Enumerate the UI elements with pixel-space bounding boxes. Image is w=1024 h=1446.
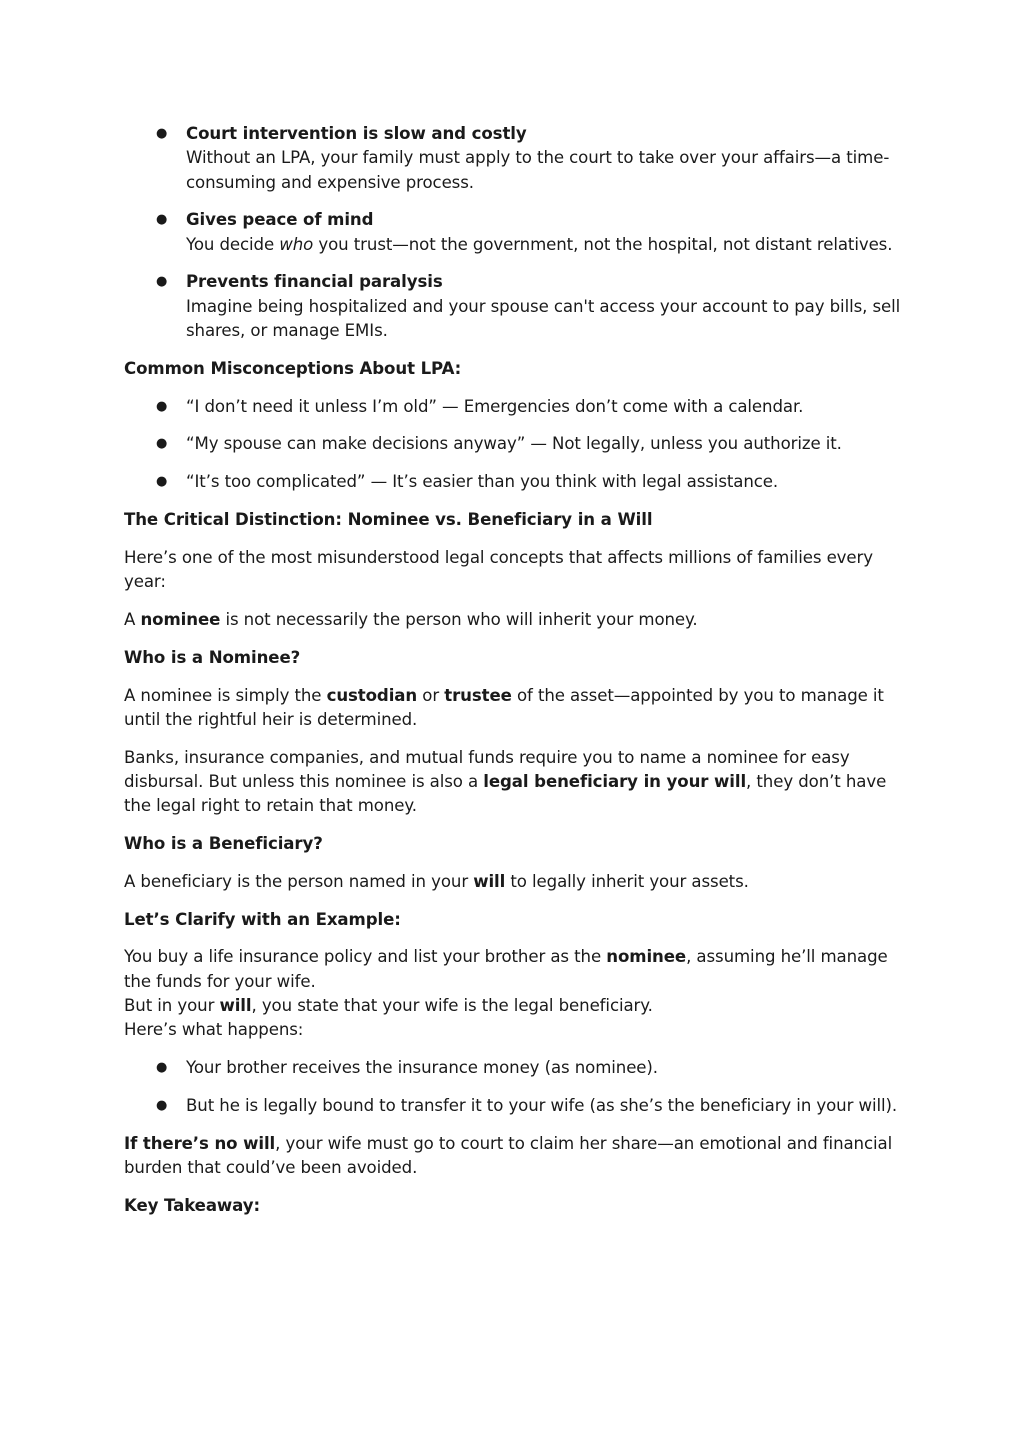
benefits-list xyxy=(124,122,904,343)
text-segment: or xyxy=(417,685,445,705)
beneficiary-heading: Who is a Beneficiary? xyxy=(124,834,323,854)
list-item xyxy=(124,1056,904,1080)
misconception-text: “I don’t need it unless I’m old” — Emergencies don’t come with a calendar. xyxy=(186,396,804,416)
no-will-paragraph xyxy=(124,1132,904,1181)
list-item xyxy=(124,122,904,195)
text-segment: A xyxy=(124,609,141,629)
key-takeaway-heading: Key Takeaway: xyxy=(124,1195,261,1215)
misconception-text: “It’s too complicated” — It’s easier than you think with legal assistance. xyxy=(186,472,779,492)
list-item xyxy=(124,270,904,343)
bullet-icon: ● xyxy=(156,212,168,228)
list-item xyxy=(124,208,904,257)
nominee-paragraph-1 xyxy=(124,684,904,733)
misconceptions-list xyxy=(124,395,904,495)
bold-term: will xyxy=(219,996,252,1016)
text-segment: Here’s what happens: xyxy=(124,1020,304,1040)
beneficiary-paragraph xyxy=(124,870,904,894)
benefit-text: Imagine being hospitalized and your spouse can't access your account to pay bills, sell shares, or manage EMIs. xyxy=(186,296,901,341)
example-paragraph xyxy=(124,945,904,1042)
text-segment: is not necessarily the person who will inherit your money. xyxy=(220,609,698,629)
benefit-text-pre: You decide xyxy=(186,234,280,254)
benefit-title: Gives peace of mind xyxy=(186,210,374,230)
bullet-icon: ● xyxy=(156,126,168,141)
bold-term: custodian xyxy=(326,685,418,705)
bullet-icon: ● xyxy=(156,474,168,490)
list-item xyxy=(124,395,904,419)
text-segment: But in your xyxy=(124,996,220,1016)
bold-term: trustee xyxy=(444,685,512,705)
benefit-text-emphasis: who xyxy=(279,234,314,254)
benefit-text-post: you trust—not the government, not the hospital, not distant relatives. xyxy=(313,234,893,254)
example-list xyxy=(124,1056,904,1118)
misconception-text: “My spouse can make decisions anyway” — Not legally, unless you authorize it. xyxy=(186,434,842,454)
distinction-intro: Here’s one of the most misunderstood legal concepts that affects millions of families every year: xyxy=(124,547,873,592)
nominee-heading: Who is a Nominee? xyxy=(124,647,301,667)
bold-term: nominee xyxy=(606,947,687,967)
nominee-paragraph-2 xyxy=(124,746,904,819)
benefit-title: Court intervention is slow and costly xyxy=(186,124,527,143)
example-item-text: But he is legally bound to transfer it to your wife (as she’s the beneficiary in your will). xyxy=(186,1095,898,1115)
text-segment: A beneficiary is the person named in your xyxy=(124,871,474,891)
bullet-icon: ● xyxy=(156,398,168,414)
distinction-heading: The Critical Distinction: Nominee vs. Beneficiary in a Will xyxy=(124,510,653,530)
list-item xyxy=(124,432,904,456)
benefit-text: Without an LPA, your family must apply to the court to take over your affairs—a time-consuming and expensive process. xyxy=(186,148,890,192)
nominee-statement xyxy=(124,608,904,632)
list-item xyxy=(124,1094,904,1118)
text-segment: , you state that your wife is the legal beneficiary. xyxy=(251,996,653,1016)
bold-term: will xyxy=(473,871,506,891)
bold-term: legal beneficiary in your will xyxy=(483,771,747,791)
example-heading: Let’s Clarify with an Example: xyxy=(124,909,401,929)
bullet-icon: ● xyxy=(156,1097,168,1113)
document-page xyxy=(124,122,904,1232)
text-segment: of the asset—appointed by you to manage it until the rightful heir is determined. xyxy=(124,685,884,729)
bullet-icon: ● xyxy=(156,436,168,452)
bold-term: If there’s no will xyxy=(124,1133,276,1153)
text-segment: A nominee is simply the xyxy=(124,685,327,705)
bullet-icon: ● xyxy=(156,274,168,290)
text-segment: Banks, insurance companies, and mutual funds require you to name a nominee for easy disbursal. But unless this nominee is also a xyxy=(124,747,850,791)
text-segment: You buy a life insurance policy and list your brother as the xyxy=(124,947,607,967)
bullet-icon: ● xyxy=(156,1060,168,1076)
list-item xyxy=(124,470,904,494)
text-segment: , your wife must go to court to claim her share—an emotional and financial burden that could’ve been avoided. xyxy=(124,1133,893,1177)
text-segment: , they don’t have the legal right to retain that money. xyxy=(124,771,887,816)
text-segment: to legally inherit your assets. xyxy=(505,871,749,891)
bold-term: nominee xyxy=(140,609,221,629)
benefit-title: Prevents financial paralysis xyxy=(186,272,443,292)
misconceptions-heading: Common Misconceptions About LPA: xyxy=(124,358,462,378)
text-segment: , assuming he’ll manage the funds for your wife. xyxy=(124,947,888,991)
example-item-text: Your brother receives the insurance money (as nominee). xyxy=(186,1058,658,1078)
